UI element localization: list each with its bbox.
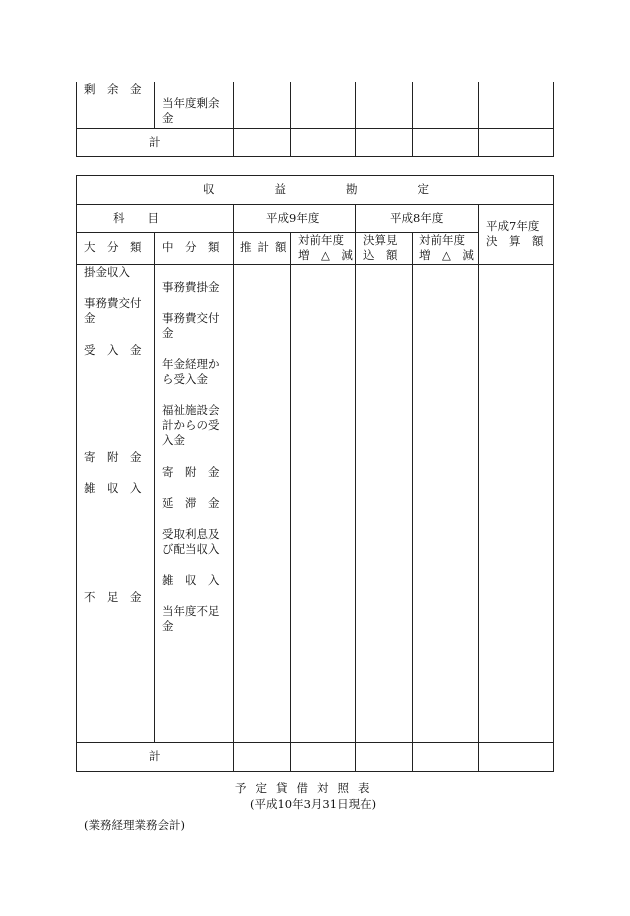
rule: [76, 232, 478, 233]
middle-item-cont: 入金: [162, 433, 185, 447]
rule: [553, 82, 554, 156]
rule: [478, 82, 479, 156]
total-label: 計: [149, 135, 161, 149]
rule: [76, 204, 554, 205]
middle-item-cont: 計からの受: [162, 418, 220, 432]
header-fy7: 平成7年度: [486, 219, 540, 233]
major-item: 受 入 金: [84, 343, 142, 357]
middle-item: 事務費掛金: [162, 280, 220, 294]
middle-item: 受取利息及: [162, 527, 220, 541]
rule: [76, 175, 77, 771]
subcategory-label-cont: 金: [162, 111, 174, 125]
next-section-title: 予定貸借対照表: [235, 781, 379, 795]
middle-item: 当年度不足: [162, 604, 220, 618]
category-label: 剰 余 金: [84, 82, 142, 96]
next-section-account: (業務経理業務会計): [84, 818, 185, 832]
header-change-sub: 増 △ 減: [298, 248, 353, 262]
middle-item: 寄 附 金: [162, 465, 220, 479]
major-item: 掛金収入: [84, 265, 130, 279]
middle-item: 延 滞 金: [162, 496, 220, 510]
rule: [154, 82, 155, 128]
major-item: 不 足 金: [84, 590, 142, 604]
header-major: 大 分 類: [84, 240, 142, 254]
header-settle-est: 決算見: [363, 233, 398, 247]
rule: [412, 82, 413, 156]
rule: [233, 204, 234, 771]
rule: [290, 82, 291, 156]
major-item: 寄 附 金: [84, 450, 142, 464]
subcategory-label: 当年度剰余: [162, 96, 220, 110]
middle-item-cont: 金: [162, 619, 174, 633]
total-label: 計: [149, 749, 161, 763]
rule: [290, 232, 291, 771]
major-item-cont: 金: [84, 311, 96, 325]
rule: [412, 232, 413, 771]
table-title: 収益勘定: [203, 182, 489, 196]
middle-item: 雑 収 入: [162, 573, 220, 587]
next-section-date: (平成10年3月31日現在): [250, 797, 377, 811]
rule: [76, 264, 554, 265]
middle-item-cont: 金: [162, 326, 174, 340]
header-subject: 科 目: [113, 211, 159, 225]
header-fy7-settlement: 決 算 額: [486, 234, 544, 248]
major-item: 雑 収 入: [84, 481, 142, 495]
middle-item: 事務費交付: [162, 311, 220, 325]
rule: [76, 156, 554, 157]
header-change2: 対前年度: [419, 233, 465, 247]
middle-item: 年金経理か: [162, 357, 220, 371]
header-change2-sub: 増 △ 減: [419, 248, 474, 262]
header-estimate: 推計額: [240, 240, 293, 254]
major-item: 事務費交付: [84, 296, 142, 310]
rule: [355, 82, 356, 156]
header-fy8: 平成8年度: [390, 211, 444, 225]
middle-item-cont: び配当収入: [162, 542, 220, 556]
rule: [355, 204, 356, 771]
rule: [76, 82, 77, 156]
rule: [76, 771, 554, 772]
rule: [76, 175, 554, 176]
rule: [76, 742, 554, 743]
rule: [233, 82, 234, 156]
rule: [553, 175, 554, 771]
rule: [154, 232, 155, 742]
rule: [478, 204, 479, 771]
middle-item-cont: ら受入金: [162, 372, 208, 386]
middle-item: 福祉施設会: [162, 403, 220, 417]
header-settle-est-sub: 込 額: [363, 248, 398, 262]
header-fy9: 平成9年度: [266, 211, 320, 225]
header-middle: 中 分 類: [162, 240, 220, 254]
header-change: 対前年度: [298, 233, 344, 247]
rule: [76, 128, 554, 129]
